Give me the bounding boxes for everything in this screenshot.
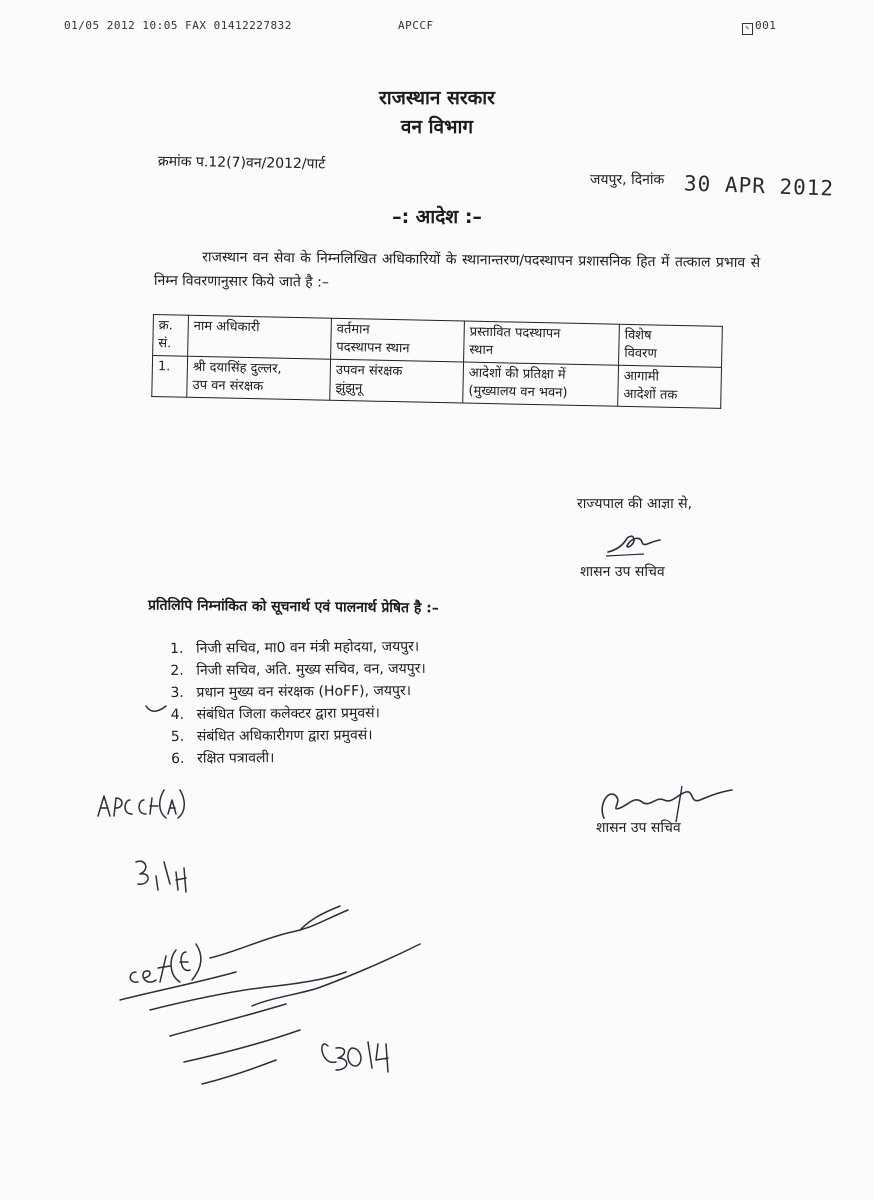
cell-current-line-1: उपवन संरक्षक: [335, 362, 403, 380]
department-title: वन विभाग: [400, 116, 474, 138]
fax-sender: APCCF: [398, 19, 434, 32]
government-title: राजस्थान सरकार: [379, 87, 495, 109]
cell-sr: 1.: [152, 356, 188, 398]
list-item-number: 2.: [170, 662, 184, 679]
list-item-text: संबंधित जिला कलेक्टर द्वारा प्रमुवसं।: [196, 705, 380, 723]
list-item-number: 5.: [170, 728, 185, 745]
list-item-text: प्रधान मुख्य वन संरक्षक (HoFF), जयपुर।: [196, 682, 412, 701]
cell-proposed-line-1: आदेशों की प्रतिक्षा में: [468, 365, 566, 383]
cell-remarks-line-2: आदेशों तक: [623, 386, 678, 403]
cell-remarks-line-1: आगामी: [623, 368, 660, 385]
header-sr-line-1: क्र.: [158, 318, 174, 334]
date-stamp: 30 APR 2012: [683, 171, 835, 201]
list-item-number: 1.: [170, 640, 184, 657]
order-heading: –: आदेश :–: [392, 206, 482, 228]
signatory-designation-1: शासन उप सचिव: [580, 564, 665, 580]
header-name-line-1: नाम अधिकारी: [193, 318, 260, 336]
list-item-number: 4.: [170, 706, 185, 723]
list-item-text: निजी सचिव, मा0 वन मंत्री महोदया, जयपुर।: [196, 638, 420, 657]
list-item-text: रक्षित पत्रावली।: [196, 750, 275, 767]
cell-current-line-2: झुंझुनू: [335, 380, 363, 397]
cell-name-line-1: श्री दयासिंह दुल्लर,: [192, 359, 282, 377]
list-item-number: 3.: [170, 684, 184, 701]
header-sr-line-2: सं.: [158, 336, 172, 352]
header-proposed-line-2: स्थान: [469, 342, 494, 359]
copy-to-heading: प्रतिलिपि निम्नांकित को सूचनार्थ एवं पालनार्थ प्रेषित है :–: [147, 597, 439, 617]
fax-timestamp-line: 01/05 2012 10:05 FAX 01412227832: [64, 19, 292, 32]
header-remarks-line-1: विशेष: [624, 327, 652, 344]
list-item-text: संबंधित अधिकारीगण द्वारा प्रमुवसं।: [196, 727, 373, 745]
list-item-number: 6.: [170, 750, 185, 767]
fax-page-number: 001: [755, 19, 777, 32]
cell-proposed-line-2: (मुख्यालय वन भवन): [468, 383, 568, 401]
header-proposed-line-1: प्रस्तावित पदस्थापन: [469, 324, 561, 342]
order-body-paragraph: राजस्थान वन सेवा के निम्नलिखित अधिकारियों के स्थानान्तरण/पदस्थापन प्रशासनिक हित में तत्काल प्रभाव से निम्न विवरणानुसार किये जाते है :–: [153, 249, 761, 291]
cell-name-line-2: उप वन संरक्षक: [192, 377, 264, 395]
header-current-line-1: वर्तमान: [336, 321, 370, 338]
list-item-text: निजी सचिव, अति. मुख्य सचिव, वन, जयपुर।: [196, 660, 426, 679]
governor-order-phrase: राज्यपाल की आज्ञा से,: [577, 496, 693, 512]
fax-page-icon: ✎: [742, 23, 753, 35]
reference-number: क्रमांक प.12(7)वन/2012/पार्ट: [157, 153, 326, 173]
place-date-label: जयपुर, दिनांक: [590, 172, 665, 188]
header-remarks-line-2: विवरण: [624, 345, 657, 362]
header-current-line-2: पदस्थापन स्थान: [336, 339, 410, 357]
signatory-designation-2: शासन उप सचिव: [596, 820, 681, 836]
